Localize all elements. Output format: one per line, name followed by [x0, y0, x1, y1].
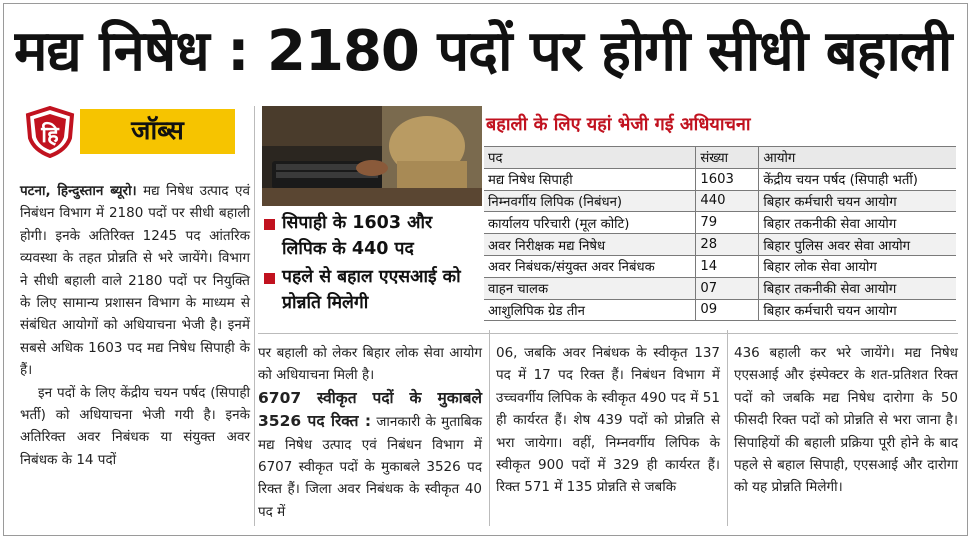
- table-header: पद: [484, 147, 696, 169]
- article-paragraph: 436 बहाली कर भरे जायेंगे। मद्य निषेध एएसआई और इंस्पेक्टर के शत-प्रतिशत रिक्त पदों को जबकि मद्य निषेध दारोगा के 50 फीसदी रिक्त पदों को प्रोन्नति से भरा जाना है। सिपाहियों की बहाली प्रक्रिया पूरी होने के बाद पहले से बहाल सिपाही, एएसआई और दारोगा को यह प्रोन्नति मिलेगी।: [734, 345, 958, 496]
- column-divider: [489, 330, 490, 526]
- article-paragraph: जानकारी के मुताबिक मद्य निषेध उत्पाद एवं निबंधन विभाग में 6707 स्वीकृत पदों के मुकाबले 3526 पद रिक्त हैं। जिला अवर निबंधक के स्वीकृत 40 पद में: [258, 414, 483, 520]
- column-divider: [254, 106, 255, 526]
- table-cell: केंद्रीय चयन पर्षद (सिपाही भर्ती): [759, 168, 956, 190]
- section-label: जॉब्स: [131, 116, 184, 146]
- highlight-item: [262, 264, 480, 316]
- table-cell: कार्यालय परिचारी (मूल कोटि): [484, 212, 696, 234]
- table-cell: 09: [696, 299, 759, 321]
- section-divider: [258, 333, 958, 334]
- article-column-1: [20, 180, 250, 471]
- table-header: संख्या: [696, 147, 759, 169]
- highlight-item: [262, 210, 480, 262]
- logo-text: हि: [41, 123, 59, 148]
- article-subhead: 6707 स्वीकृत पदों के मुकाबले 3526 पद रिक्त :: [258, 388, 482, 431]
- table-title: बहाली के लिए यहां भेजी गई अधियाचना: [486, 114, 751, 135]
- article-photo: [262, 106, 482, 206]
- table-row: [484, 234, 956, 256]
- article-paragraph: इन पदों के लिए केंद्रीय चयन पर्षद (सिपाही भर्ती) को अधियाचना भेजी गयी है। इनके अतिरिक्त अवर निबंधक या संयुक्त अवर निबंधक के 14 पदों: [20, 384, 250, 468]
- table-cell: 14: [696, 255, 759, 277]
- table-cell: बिहार तकनीकी सेवा आयोग: [759, 212, 956, 234]
- hindustan-logo: [24, 106, 76, 158]
- headline: मद्य निषेध : 2180 पदों पर होगी सीधी बहाली: [14, 19, 952, 84]
- table-cell: बिहार तकनीकी सेवा आयोग: [759, 277, 956, 299]
- table-cell: निम्नवर्गीय लिपिक (निबंधन): [484, 190, 696, 212]
- bullet-square-icon: [264, 273, 275, 284]
- table-cell: बिहार पुलिस अवर सेवा आयोग: [759, 234, 956, 256]
- requisition-table: [484, 146, 956, 321]
- table-cell: मद्य निषेध सिपाही: [484, 168, 696, 190]
- byline: पटना, हिन्दुस्तान ब्यूरो।: [20, 183, 137, 199]
- table-cell: बिहार लोक सेवा आयोग: [759, 255, 956, 277]
- table-row: [484, 190, 956, 212]
- table-header: आयोग: [759, 147, 956, 169]
- table-cell: अवर निबंधक/संयुक्त अवर निबंधक: [484, 255, 696, 277]
- table-cell: 28: [696, 234, 759, 256]
- article-column-2: [258, 342, 482, 523]
- article-column-3: [496, 342, 720, 499]
- table-row: [484, 277, 956, 299]
- table-cell: 79: [696, 212, 759, 234]
- table-cell: बिहार कर्मचारी चयन आयोग: [759, 190, 956, 212]
- table-cell: आशुलिपिक ग्रेड तीन: [484, 299, 696, 321]
- highlights: [262, 210, 480, 318]
- article-paragraph: पर बहाली को लेकर बिहार लोक सेवा आयोग को अधियाचना मिली है।: [258, 345, 482, 384]
- table-cell: 440: [696, 190, 759, 212]
- column-divider: [727, 330, 728, 526]
- table-cell: अवर निरीक्षक मद्य निषेध: [484, 234, 696, 256]
- table-row: [484, 299, 956, 321]
- table-row: [484, 255, 956, 277]
- table-header-row: [484, 147, 956, 169]
- highlight-text: पहले से बहाल एएसआई को प्रोन्नति मिलेगी: [282, 267, 461, 313]
- article-column-4: [734, 342, 958, 499]
- section-label-bar: [80, 109, 235, 154]
- table-cell: बिहार कर्मचारी चयन आयोग: [759, 299, 956, 321]
- table-cell: वाहन चालक: [484, 277, 696, 299]
- bullet-square-icon: [264, 219, 275, 230]
- article-paragraph: मद्य निषेध उत्पाद एवं निबंधन विभाग में 2180 पदों पर सीधी बहाली होगी। इनके अतिरिक्त 1245 पद आंतरिक व्यवस्था के तहत प्रोन्नति से भरे जायेंगे। विभाग ने सीधी बहाली वाले 2180 पदों पर नियुक्ति के लिए सामान्य प्रशासन विभाग के माध्यम से संबंधित आयोगों को अधियाचना भेजी है। इनमें सबसे अधिक 1603 पद मद्य निषेध सिपाही के हैं।: [20, 183, 250, 379]
- table-row: [484, 212, 956, 234]
- article-paragraph: 06, जबकि अवर निबंधक के स्वीकृत 137 पद में 17 पद रिक्त हैं। निबंधन विभाग में उच्चवर्गीय लिपिक के स्वीकृत 490 पद में 51 ही कार्यरत हैं। शेष 439 पदों को प्रोन्नति से भरा जायेगा। वहीं, निम्नवर्गीय लिपिक के स्वीकृत 900 पदों में 329 ही कार्यरत हैं। रिक्त 571 में 135 प्रोन्नति से जबकि: [496, 345, 720, 496]
- highlight-text: सिपाही के 1603 और लिपिक के 440 पद: [282, 213, 433, 259]
- table-cell: 07: [696, 277, 759, 299]
- table-cell: 1603: [696, 168, 759, 190]
- table-row: [484, 168, 956, 190]
